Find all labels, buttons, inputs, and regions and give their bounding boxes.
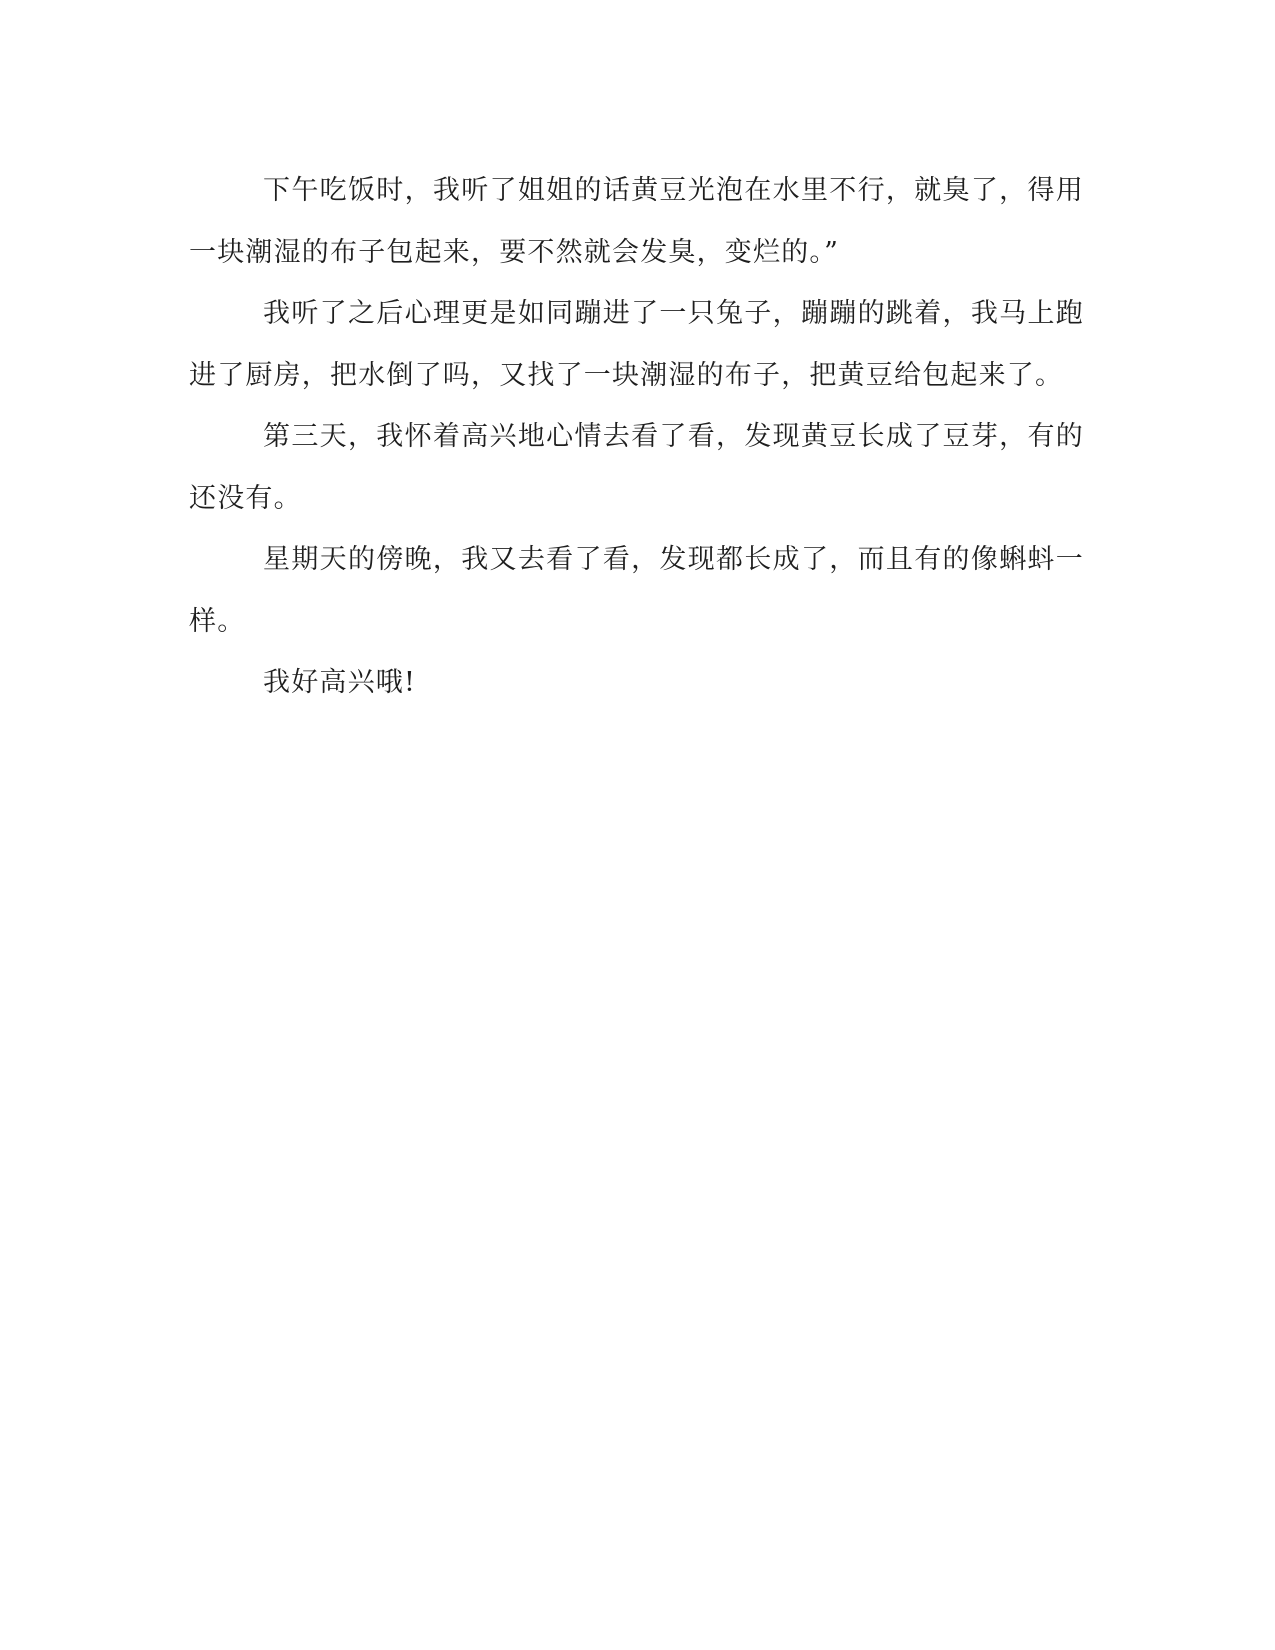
paragraph-2: 我听了之后心理更是如同蹦进了一只兔子，蹦蹦的跳着，我马上跑进了厨房，把水倒了吗，又找了一块潮湿的布子，把黄豆给包起来了。: [189, 298, 1084, 391]
paragraph-4: 星期天的傍晚，我又去看了看，发现都长成了，而且有的像蝌蚪一样。: [189, 544, 1084, 637]
paragraph-5: 我好高兴哦!: [263, 667, 417, 698]
paragraph-1: 下午吃饭时，我听了姐姐的话黄豆光泡在水里不行，就臭了，得用一块潮湿的布子包起来，要不然就会发臭，变烂的。”: [189, 175, 1084, 268]
document-body: [189, 160, 1084, 714]
paragraph-3: 第三天，我怀着高兴地心情去看了看，发现黄豆长成了豆芽，有的还没有。: [189, 421, 1084, 514]
